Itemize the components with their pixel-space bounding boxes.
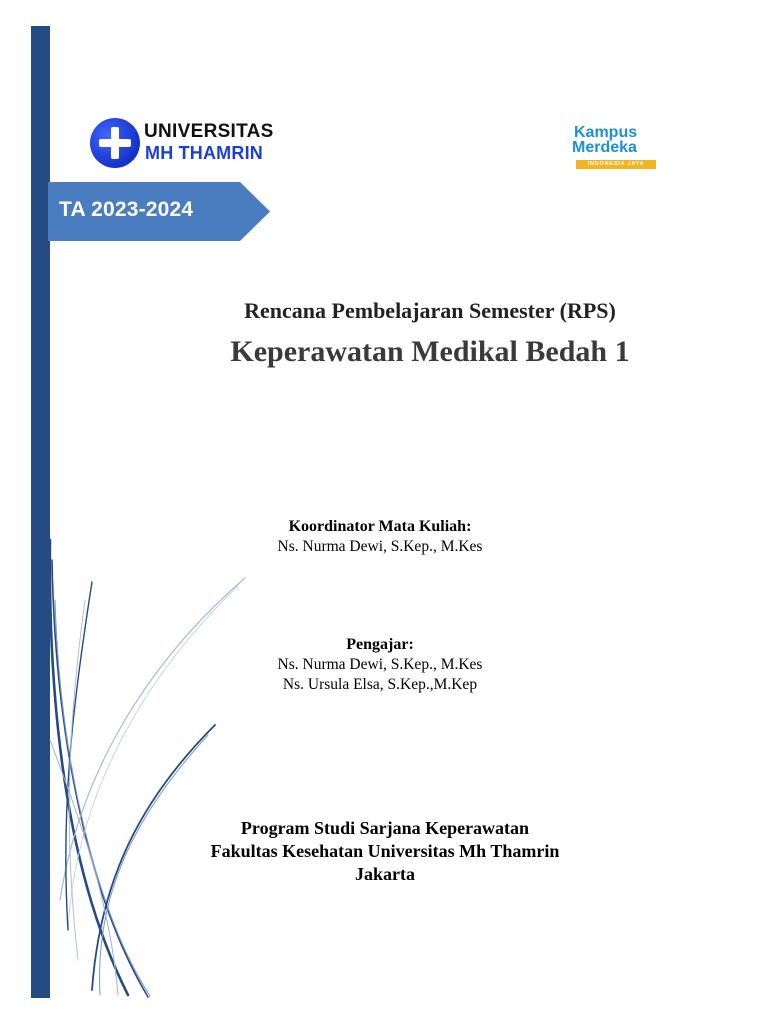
faculty-name: Fakultas Kesehatan Universitas Mh Thamrin — [210, 841, 560, 861]
academic-year-label: TA 2023-2024 — [59, 198, 194, 221]
institution-footer — [150, 817, 620, 886]
logo-text-merdeka: Merdeka — [572, 139, 637, 156]
kampus-merdeka-logo — [570, 124, 662, 174]
university-emblem-icon — [90, 118, 140, 168]
coordinator-heading: Koordinator Mata Kuliah: — [288, 518, 472, 535]
logo-text-universitas: UNIVERSITAS — [144, 121, 274, 142]
logo-text-mh-thamrin: MH THAMRIN — [145, 143, 263, 163]
lecturer-name: Ns. Ursula Elsa, S.Kep.,M.Kep — [282, 676, 478, 693]
city-name: Jakarta — [355, 864, 415, 884]
study-program: Program Studi Sarjana Keperawatan — [240, 818, 530, 838]
lecturers-section — [180, 635, 580, 695]
coordinator-name: Ns. Nurma Dewi, S.Kep., M.Kes — [277, 538, 483, 555]
logo-tagline: INDONESIA JAYA — [576, 160, 656, 169]
universitas-mh-thamrin-logo — [90, 118, 290, 170]
logo-text-kampus: Kampus — [574, 124, 638, 141]
cross-icon — [90, 118, 140, 168]
document-subtitle: Rencana Pembelajaran Semester (RPS) — [244, 298, 616, 323]
lecturers-heading: Pengajar: — [346, 636, 414, 653]
lecturer-name: Ns. Nurma Dewi, S.Kep., M.Kes — [277, 656, 483, 673]
coordinator-section — [180, 517, 580, 557]
course-title: Keperawatan Medikal Bedah 1 — [230, 335, 630, 368]
